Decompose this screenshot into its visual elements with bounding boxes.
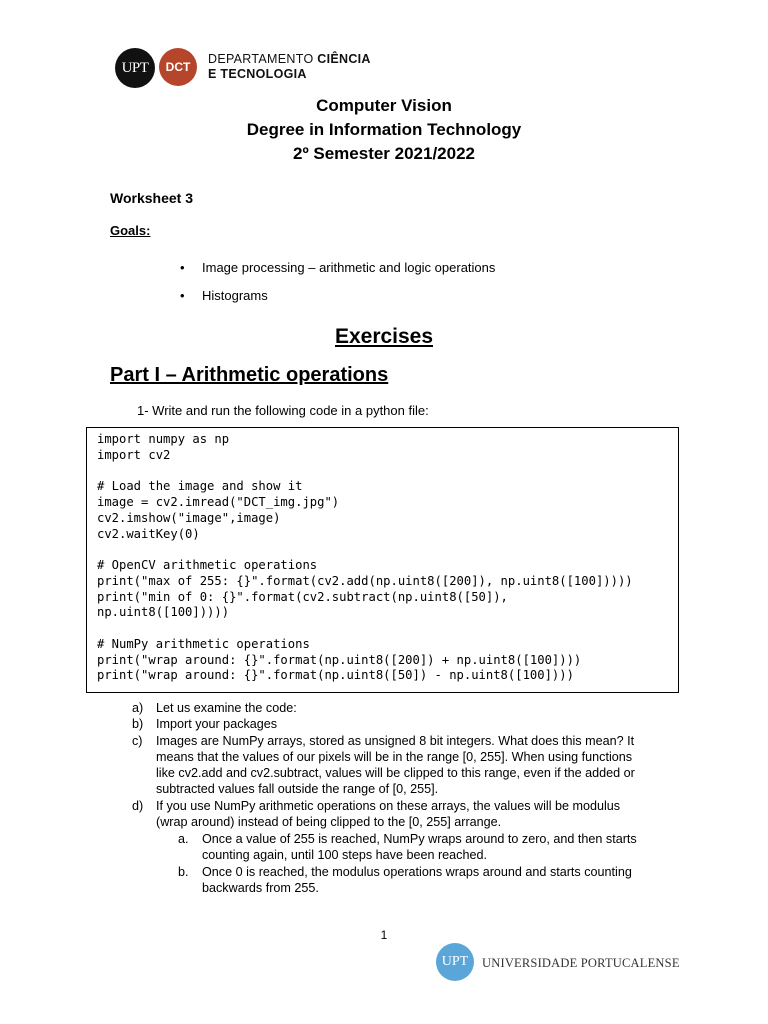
worksheet-title: Worksheet 3 xyxy=(110,190,193,206)
university-logo xyxy=(436,943,474,981)
goal-text: Histograms xyxy=(202,288,268,303)
list-label: b) xyxy=(132,717,144,731)
code-block xyxy=(86,427,679,693)
code-line: # OpenCV arithmetic operations xyxy=(97,558,318,572)
course-degree: Degree in Information Technology xyxy=(246,120,522,139)
list-text-line: (wrap around) instead of being clipped to the [0, 255] arrange. xyxy=(156,815,502,829)
upt-logo xyxy=(115,48,155,88)
university-logo-text: UPT xyxy=(441,954,469,969)
code-line: import cv2 xyxy=(97,448,171,462)
list-text-line: Once 0 is reached, the modulus operations wraps around and starts counting xyxy=(202,865,632,879)
goal-text: Image processing – arithmetic and logic operations xyxy=(202,260,496,275)
course-semester: 2º Semester 2021/2022 xyxy=(292,144,476,163)
code-line: import numpy as np xyxy=(97,432,230,446)
upt-logo-text: UPT xyxy=(121,59,149,76)
course-title: Computer Vision xyxy=(316,96,452,115)
code-line: # NumPy arithmetic operations xyxy=(97,637,310,651)
list-text-line: subtracted values fall outside the range of [0, 255]. xyxy=(156,782,439,796)
dept-line2: E TECNOLOGIA xyxy=(208,67,307,81)
goal-item xyxy=(180,288,268,303)
list-item-d xyxy=(132,798,621,830)
code-line: print("wrap around: {}".format(np.uint8([50]) - np.uint8([100]))) xyxy=(97,668,574,682)
list-text-line: Images are NumPy arrays, stored as unsigned 8 bit integers. What does this mean? It xyxy=(156,734,635,748)
code-line: image = cv2.imread("DCT_img.jpg") xyxy=(97,495,340,509)
bullet-icon: • xyxy=(180,260,185,275)
list-label: a) xyxy=(132,701,144,715)
part-heading: Part I – Arithmetic operations xyxy=(110,364,389,386)
goal-item xyxy=(180,260,495,275)
list-text-line: counting again, until 100 steps have been reached. xyxy=(202,848,487,862)
code-line: cv2.imshow("image",image) xyxy=(97,511,281,525)
dept-line1b: CIÊNCIA xyxy=(317,52,371,66)
bullet-icon: • xyxy=(180,288,185,303)
list-label: c) xyxy=(132,734,143,748)
step-instruction: 1- Write and run the following code in a python file: xyxy=(137,403,429,418)
list-text-line: means that the values of our pixels will be in the range [0, 255]. When using functions xyxy=(156,750,633,764)
list-label: b. xyxy=(178,865,189,879)
exercises-heading: Exercises xyxy=(334,325,434,348)
sublist-item-a xyxy=(178,831,637,863)
sublist-item-b xyxy=(178,864,632,896)
code-line: # Load the image and show it xyxy=(97,479,303,493)
goals-label: Goals: xyxy=(110,223,151,238)
list-text-line: If you use NumPy arithmetic operations on these arrays, the values will be modulus xyxy=(156,799,621,813)
dct-logo-text: DCT xyxy=(165,60,191,74)
list-label: a. xyxy=(178,832,189,846)
code-line: print("wrap around: {}".format(np.uint8([200]) + np.uint8([100]))) xyxy=(97,653,582,667)
dept-line1a: DEPARTAMENTO xyxy=(208,52,318,66)
list-text: Let us examine the code: xyxy=(156,701,297,715)
list-text: Import your packages xyxy=(156,717,278,731)
dct-logo xyxy=(159,48,197,86)
code-line: print("min of 0: {}".format(cv2.subtract(np.uint8([50]), xyxy=(97,590,508,604)
list-item-c xyxy=(132,733,635,797)
code-line: cv2.waitKey(0) xyxy=(97,527,200,541)
code-line: print("max of 255: {}".format(cv2.add(np.uint8([200]), np.uint8([100])))) xyxy=(97,574,633,588)
department-name xyxy=(208,52,371,82)
list-text-line: Once a value of 255 is reached, NumPy wraps around to zero, and then starts xyxy=(202,832,637,846)
list-text-line: like cv2.add and cv2.subtract, values will be clipped to this range, even if the added or xyxy=(156,766,635,780)
list-item-b xyxy=(132,716,278,732)
code-line: np.uint8([100])))) xyxy=(97,605,230,619)
list-text-line: backwards from 255. xyxy=(202,881,319,895)
university-name: UNIVERSIDADE PORTUCALENSE xyxy=(482,956,680,970)
list-item-a xyxy=(132,700,297,716)
page-number: 1 xyxy=(380,928,388,942)
list-label: d) xyxy=(132,799,144,813)
